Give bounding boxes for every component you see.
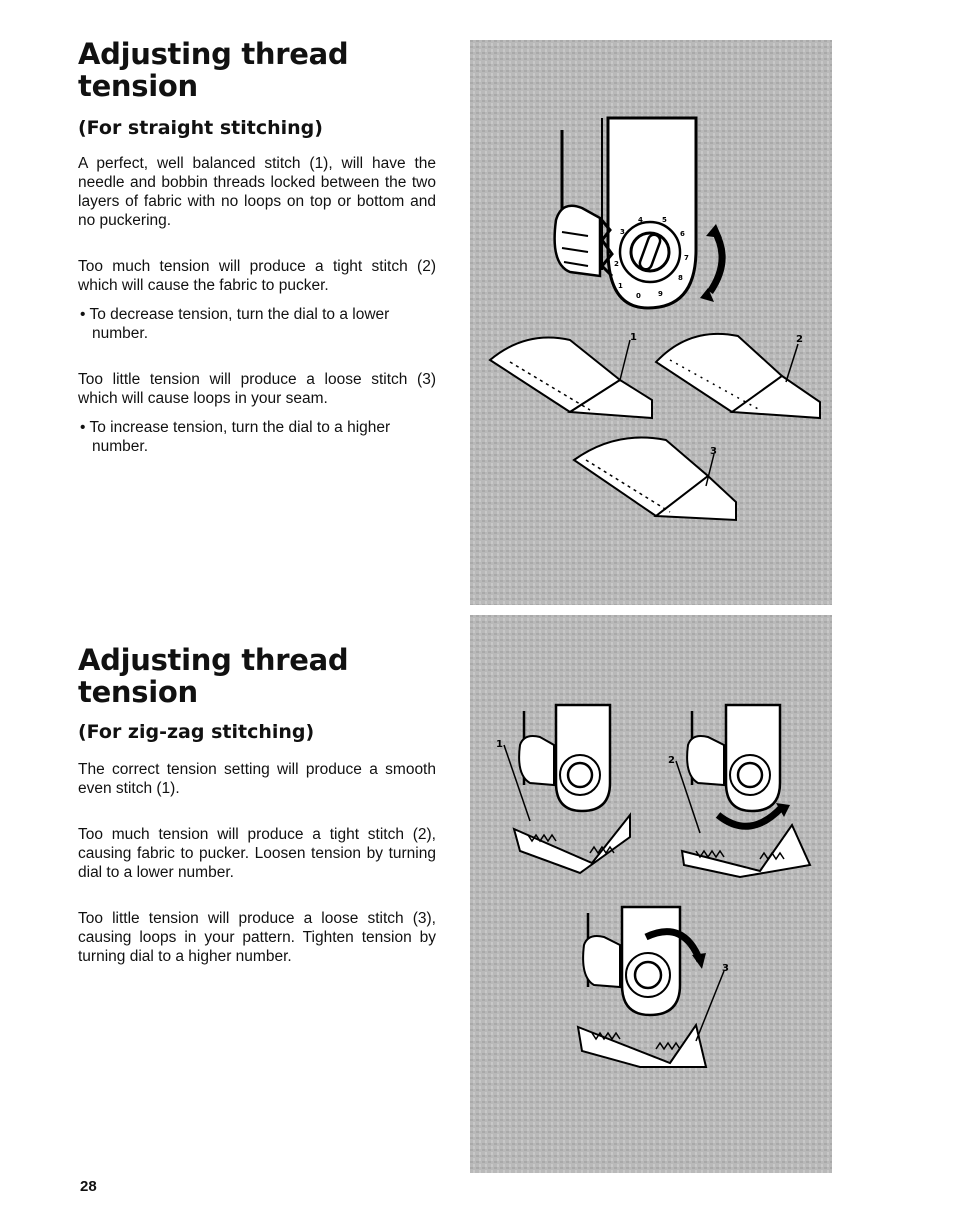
dial-number: 6: [680, 230, 685, 238]
page-number: 28: [80, 1178, 97, 1195]
callout-number: 2: [796, 334, 803, 345]
bullet-item: • To decrease tension, turn the dial to a lower number.: [80, 306, 390, 342]
bullet-item: • To increase tension, turn the dial to a higher number.: [80, 419, 391, 455]
dial-number: 4: [638, 216, 643, 224]
dial-number: 0: [636, 292, 641, 300]
paragraph: A perfect, well balanced stitch (1), will have the needle and bobbin threads locked between the two layers of fabric with no loops on top or bottom and no puckering.: [78, 155, 436, 229]
section-subtitle: (For zig-zag stitching): [78, 721, 315, 743]
zigzag-stitch-drawing: [470, 615, 832, 1173]
callout-number: 3: [722, 963, 729, 974]
section-straight-stitching: [78, 38, 436, 456]
dial-number: 5: [662, 216, 667, 224]
section-zigzag-stitching: [78, 644, 436, 966]
callout-number: 1: [630, 332, 637, 343]
straight-stitch-drawing: [470, 40, 832, 605]
paragraph: The correct tension setting will produce a smooth even stitch (1).: [78, 761, 436, 797]
dial-number: 9: [658, 290, 663, 298]
callout-number: 1: [496, 739, 503, 750]
callout-number: 3: [710, 446, 717, 457]
paragraph: Too little tension will produce a loose stitch (3), causing loops in your pattern. Tighten tension by turning dial to a higher number.: [78, 910, 436, 965]
dial-number: 1: [618, 282, 623, 290]
dial-number: 2: [614, 260, 619, 268]
section-subtitle: (For straight stitching): [78, 117, 323, 139]
paragraph: Too much tension will produce a tight stitch (2), causing fabric to pucker. Loosen tension by turning dial to a lower number.: [78, 826, 436, 881]
dial-number: 3: [620, 228, 625, 236]
dial-number: 8: [678, 274, 683, 282]
section-title: Adjusting thread tension: [78, 643, 349, 709]
dial-number: 7: [684, 254, 689, 262]
paragraph: Too much tension will produce a tight stitch (2) which will cause the fabric to pucker.: [78, 258, 436, 294]
zigzag-stitch-illustration: [470, 615, 832, 1173]
callout-number: 2: [668, 755, 675, 766]
paragraph: Too little tension will produce a loose stitch (3) which will cause loops in your seam.: [78, 371, 436, 407]
straight-stitch-illustration: [470, 40, 832, 605]
section-title: Adjusting thread tension: [78, 37, 349, 103]
